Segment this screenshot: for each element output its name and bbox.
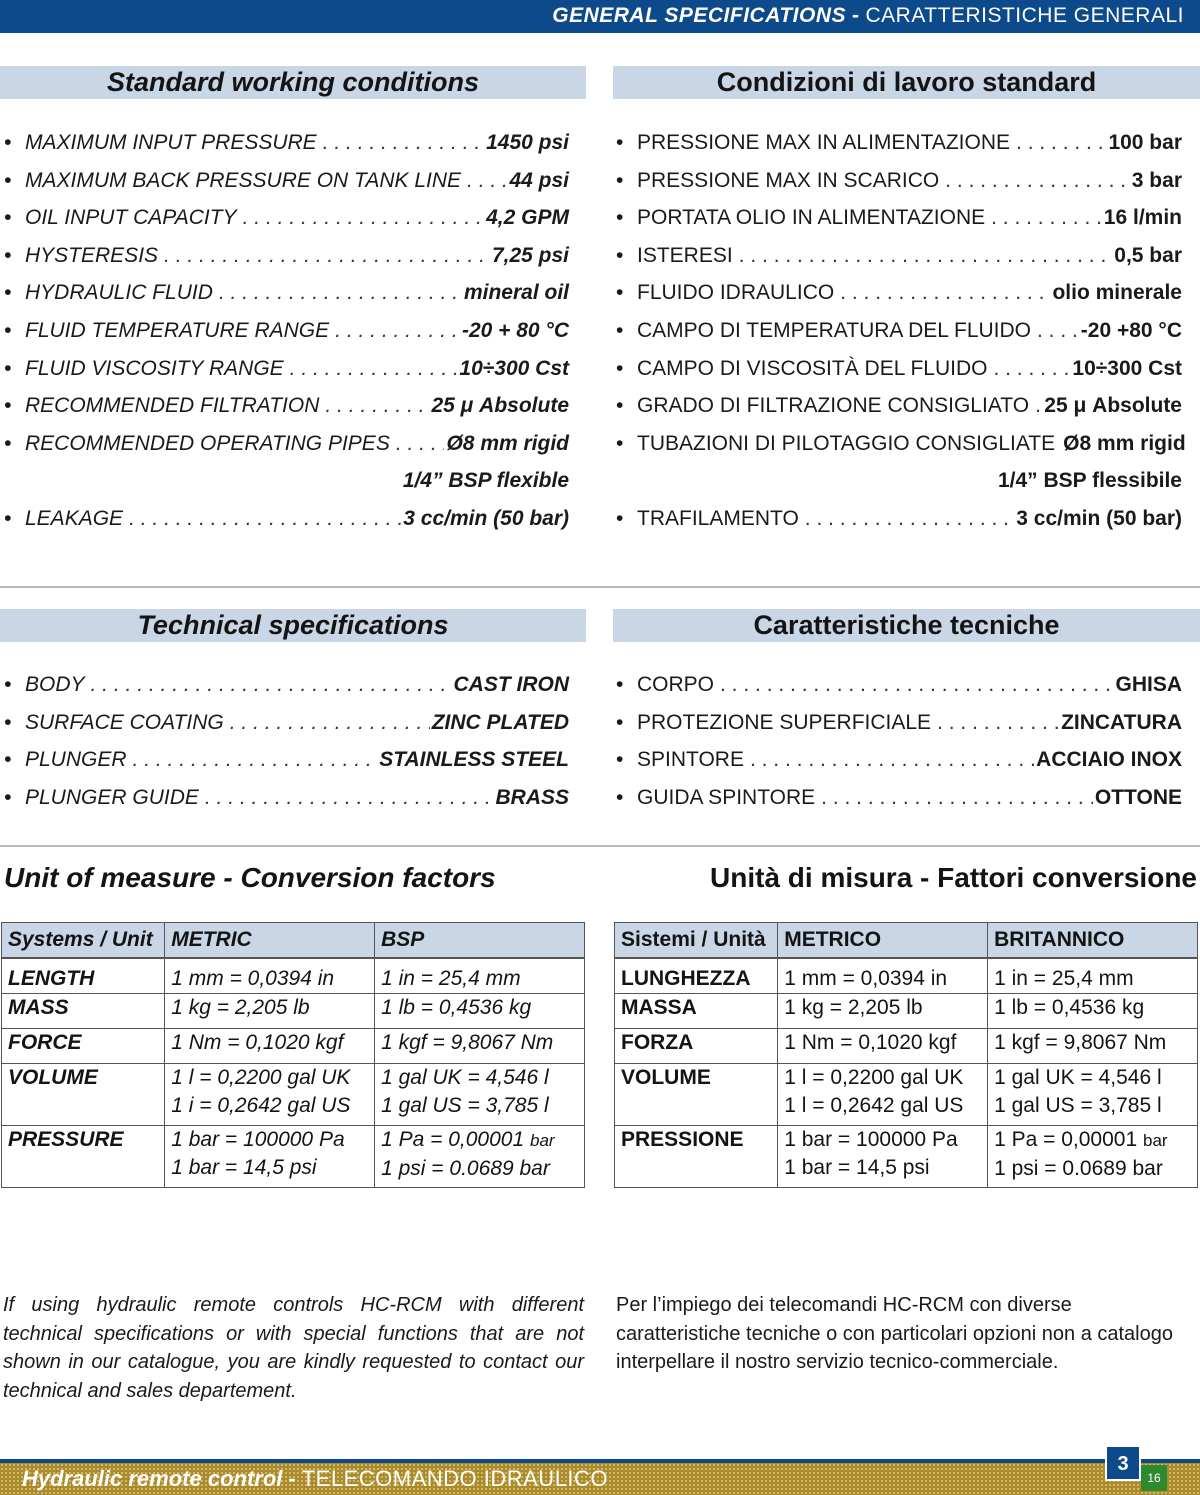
metric-line [171,1126,368,1154]
footer-title-it: TELECOMANDO IDRAULICO [301,1466,609,1491]
bsp-cell [988,1126,1198,1188]
spec-label: MAXIMUM INPUT PRESSURE [25,131,317,154]
metric-text: 1 i = 0,2642 gal US [171,1094,351,1117]
spec-row [614,462,1182,500]
metric-cell [778,994,988,1029]
spec-row [614,666,1182,704]
page-number: 16 [1141,1465,1167,1491]
table-row [615,994,1198,1029]
spec-row [614,274,1182,312]
spec-value: GHISA [1115,673,1182,696]
bsp-line [381,1126,578,1155]
spec-label: FLUID TEMPERATURE RANGE [25,318,330,342]
bsp-text: 1 gal UK = 4,546 l [381,1066,549,1089]
spec-row [2,199,569,237]
spec-row [614,124,1182,162]
header-title-en: GENERAL SPECIFICATIONS [552,4,846,27]
spec-label: CORPO [637,673,715,696]
metric-text: 1 bar = 100000 Pa [171,1128,345,1151]
dot-leader [317,124,484,162]
bsp-line [994,1126,1191,1155]
system-cell: MASS [2,994,165,1029]
technical-specs-list-it [614,666,1182,816]
bsp-text: 1 in = 25,4 mm [381,967,521,990]
bsp-text: 1 psi = 0.0689 bar [381,1157,550,1180]
dot-leader [1031,312,1079,350]
bullet-icon: • [616,673,624,696]
dot-leader [127,741,378,779]
system-cell: PRESSURE [2,1126,165,1188]
spec-value: 25 μ Absolute [431,394,569,418]
spec-label: CAMPO DI TEMPERATURA DEL FLUIDO [637,318,1032,342]
section-number-badge: 3 [1105,1445,1141,1481]
bsp-text: 1 lb = 0,4536 kg [994,996,1145,1019]
dot-leader [284,350,458,388]
bullet-icon: • [616,281,624,305]
bsp-cell [375,1064,585,1126]
dot-leader [1010,124,1106,162]
bsp-cell [375,958,585,994]
spec-row [2,124,569,162]
spec-label: CAMPO DI VISCOSITÀ DEL FLUIDO [637,356,988,380]
metric-cell [778,1126,988,1188]
spec-label: GRADO DI FILTRAZIONE CONSIGLIATO [637,394,1030,418]
conversion-table-en [1,922,585,1188]
footer-title [22,1466,608,1492]
bullet-icon: • [4,168,12,192]
working-conditions-heading-en: Standard working conditions [0,66,586,99]
table-header-cell: Sistemi / Unità [615,923,778,959]
spec-label: PROTEZIONE SUPERFICIALE [637,710,932,734]
dot-leader [987,350,1070,388]
spec-value: 0,5 bar [1114,243,1182,267]
spec-value: olio minerale [1052,281,1182,305]
dot-leader [319,387,429,425]
metric-line [784,994,981,1022]
system-cell: LUNGHEZZA [615,958,778,994]
spec-row [2,162,569,200]
header-separator: - [852,4,860,27]
bsp-line [381,994,578,1022]
spec-row [2,462,569,500]
bullet-icon: • [4,394,12,418]
bullet-icon: • [4,431,12,455]
bsp-cell [988,994,1198,1029]
table-row [2,994,585,1029]
metric-line [171,1064,368,1092]
bullet-icon: • [616,243,624,267]
system-cell: MASSA [615,994,778,1029]
bsp-text: 1 gal UK = 4,546 l [994,1066,1162,1089]
table-row [2,1126,585,1188]
table-header-row [2,923,585,959]
bsp-text: 1 kgf = 9,8067 Nm [381,1031,554,1054]
page-header-title [552,4,1184,28]
bullet-icon: • [616,206,624,230]
dot-leader [85,666,452,704]
bullet-icon: • [616,318,624,342]
metric-text: 1 mm = 0,0394 in [171,967,335,990]
metric-line [784,1029,981,1057]
table-header-cell: Systems / Unit [2,923,165,959]
spec-value: 7,25 psi [491,243,569,267]
system-cell: LENGTH [2,958,165,994]
bullet-icon: • [4,710,12,734]
spec-value: mineral oil [463,281,569,305]
bsp-line [381,1155,578,1183]
spec-value: 16 l/min [1103,206,1182,230]
bullet-icon: • [616,710,624,734]
spec-value: ZINC PLATED [431,710,569,734]
working-conditions-heading-it: Condizioni di lavoro standard [613,66,1200,99]
dot-leader [224,704,430,742]
footer-title-en: Hydraulic remote control [22,1466,283,1491]
bsp-line [994,965,1191,993]
spec-label: PLUNGER GUIDE [25,785,199,809]
bullet-icon: • [616,431,624,455]
dot-leader [390,425,445,463]
spec-label: HYDRAULIC FLUID [25,281,213,305]
spec-value: 10÷300 Cst [459,356,569,380]
dot-leader [123,500,401,538]
spec-value: Ø8 mm rigid [446,431,569,455]
conversion-title-it: Unità di misura - Fattori conversione [710,862,1197,893]
spec-label: HYSTERESIS [25,243,159,267]
metric-cell [165,1126,375,1188]
bullet-icon: • [4,506,12,530]
bsp-line [994,1064,1191,1092]
bullet-icon: • [616,394,624,418]
metric-text: 1 bar = 14,5 psi [171,1156,317,1179]
spec-label: TUBAZIONI DI PILOTAGGIO CONSIGLIATE [637,431,1056,455]
spec-label: FLUIDO IDRAULICO [637,281,835,305]
section-divider [0,845,1200,847]
spec-value: 3 cc/min (50 bar) [403,506,569,530]
spec-value: 100 bar [1108,131,1182,154]
spec-value: CAST IRON [453,673,569,696]
dot-leader [939,162,1130,200]
spec-value: 1/4” BSP flessibile [997,469,1182,493]
metric-text: 1 Nm = 0,1020 kgf [171,1031,344,1054]
metric-cell [165,994,375,1029]
spec-value: 44 psi [509,168,569,192]
technical-specs-heading-en: Technical specifications [0,609,586,642]
metric-line [784,1154,981,1182]
spec-label: OIL INPUT CAPACITY [25,206,237,230]
bullet-icon: • [4,281,12,305]
dot-leader [733,237,1113,275]
system-cell: VOLUME [615,1064,778,1126]
spec-row [2,274,569,312]
spec-label: PLUNGER [25,748,127,772]
bullet-icon: • [4,318,12,342]
spec-row [614,162,1182,200]
bullet-icon: • [4,748,12,772]
metric-cell [778,1029,988,1064]
spec-value: 1/4” BSP flexible [402,469,569,493]
system-cell: FORCE [2,1029,165,1064]
dot-leader [799,500,1014,538]
spec-value: 10÷300 Cst [1072,356,1182,380]
spec-row [2,312,569,350]
spec-label: MAXIMUM BACK PRESSURE ON TANK LINE [25,168,462,192]
spec-row [2,666,569,704]
metric-line [784,1064,981,1092]
bullet-icon: • [4,673,12,696]
spec-row [2,704,569,742]
bullet-icon: • [616,785,624,809]
bsp-line [381,965,578,993]
system-cell: PRESSIONE [615,1126,778,1188]
spec-row [614,425,1186,463]
dot-leader [213,274,462,312]
bullet-icon: • [616,748,624,772]
dot-leader [1029,387,1042,425]
dot-leader [158,237,490,275]
table-row [615,1126,1198,1188]
bullet-icon: • [616,356,624,380]
table-row [615,958,1198,994]
bsp-text: 1 kgf = 9,8067 Nm [994,1031,1167,1054]
metric-text: 1 l = 0,2642 gal US [784,1094,964,1117]
bsp-text: 1 psi = 0.0689 bar [994,1157,1163,1180]
spec-label: RECOMMENDED OPERATING PIPES [25,431,390,455]
spec-value: Ø8 mm rigid [1063,431,1186,455]
spec-value: OTTONE [1094,785,1182,809]
system-cell: FORZA [615,1029,778,1064]
spec-value: 25 μ Absolute [1044,394,1182,418]
unit-suffix: bar [1143,1131,1168,1150]
metric-text: 1 mm = 0,0394 in [784,967,948,990]
bsp-text: 1 gal US = 3,785 l [381,1094,549,1117]
dot-leader [744,741,1034,779]
spec-label: BODY [25,673,85,696]
spec-value: 3 bar [1131,168,1182,192]
metric-text: 1 kg = 2,205 lb [171,996,310,1019]
spec-row [614,237,1182,275]
metric-line [171,965,368,993]
spec-row [614,350,1182,388]
bsp-line [994,1029,1191,1057]
bullet-icon: • [4,206,12,230]
spec-row [614,199,1182,237]
spec-row [614,387,1182,425]
spec-value: BRASS [495,785,569,809]
working-conditions-list-en [2,124,569,538]
spec-label: PORTATA OLIO IN ALIMENTAZIONE [637,206,986,230]
spec-label: PRESSIONE MAX IN ALIMENTAZIONE [637,131,1011,154]
bsp-line [381,1064,578,1092]
bullet-icon: • [616,168,624,192]
metric-text: 1 l = 0,2200 gal UK [784,1066,964,1089]
dot-leader [237,199,485,237]
metric-cell [165,1064,375,1126]
metric-cell [778,1064,988,1126]
bsp-cell [988,1029,1198,1064]
metric-line [784,1126,981,1154]
table-header-cell: METRIC [165,923,375,959]
bullet-icon: • [4,131,12,154]
metric-text: 1 l = 0,2200 gal UK [171,1066,351,1089]
top-banner [0,0,1200,33]
spec-row [614,500,1182,538]
spec-label: ISTERESI [637,243,733,267]
note-en: If using hydraulic remote controls HC-RCM with different technical specifications or with special functions that are not shown in our catalogue, you are kindly requested to contact our technical and sales departement. [3,1294,584,1402]
bsp-text: 1 in = 25,4 mm [994,967,1134,990]
spec-row [2,425,569,463]
footer-band [0,1459,1200,1495]
dot-leader [329,312,460,350]
bsp-text: 1 Pa = 0,00001 [381,1128,530,1151]
metric-text: 1 Nm = 0,1020 kgf [784,1031,957,1054]
table-header-cell: METRICO [778,923,988,959]
bsp-cell [988,1064,1198,1126]
metric-text: 1 kg = 2,205 lb [784,996,923,1019]
metric-cell [165,958,375,994]
bullet-icon: • [4,785,12,809]
bsp-cell [375,1126,585,1188]
metric-line [171,994,368,1022]
system-cell: VOLUME [2,1064,165,1126]
working-conditions-list-it [614,124,1186,538]
table-header-cell: BRITANNICO [988,923,1198,959]
spec-value: -20 + 80 °C [461,318,569,342]
spec-label: GUIDA SPINTORE [637,785,816,809]
bsp-text: 1 gal US = 3,785 l [994,1094,1162,1117]
technical-specs-list-en [2,666,569,816]
bullet-icon: • [616,506,624,530]
spec-row [614,312,1182,350]
table-header-cell: BSP [375,923,585,959]
spec-row [614,741,1182,779]
metric-text: 1 bar = 100000 Pa [784,1128,958,1151]
metric-line [171,1029,368,1057]
spec-value: STAINLESS STEEL [379,748,569,772]
bsp-line [994,994,1191,1022]
dot-leader [815,779,1093,817]
metric-line [784,965,981,993]
metric-cell [778,958,988,994]
spec-label: SURFACE COATING [25,710,224,734]
spec-label: LEAKAGE [25,506,124,530]
spec-row [2,500,569,538]
bullet-icon: • [4,356,12,380]
dot-leader [199,779,494,817]
dot-leader [714,666,1113,704]
bsp-line [994,1092,1191,1120]
spec-row [2,237,569,275]
spec-row [2,387,569,425]
footer-separator: - [288,1466,296,1491]
dot-leader [461,162,507,200]
bsp-line [381,1029,578,1057]
note-it: Per l’impiego dei telecomandi HC-RCM con diverse caratteristiche tecniche o con particolari opzioni non a catalogo interpellare il nostro servizio tecnico-commerciale. [616,1294,1173,1373]
metric-text: 1 bar = 14,5 psi [784,1156,930,1179]
bsp-line [994,1155,1191,1183]
spec-row [2,350,569,388]
section-divider [0,586,1200,588]
table-row [2,1029,585,1064]
conversion-title-en: Unit of measure - Conversion factors [4,862,496,893]
bsp-line [381,1092,578,1120]
spec-label: PRESSIONE MAX IN SCARICO [637,168,940,192]
spec-label: FLUID VISCOSITY RANGE [25,356,284,380]
metric-line [171,1154,368,1182]
header-title-it: CARATTERISTICHE GENERALI [865,4,1184,27]
spec-value: ZINCATURA [1061,710,1182,734]
unit-suffix: bar [530,1131,555,1150]
technical-specs-heading-it: Caratteristiche tecniche [613,609,1200,642]
dot-leader [985,199,1102,237]
spec-row [614,704,1182,742]
spec-label: SPINTORE [637,748,744,772]
bullet-icon: • [616,131,624,154]
bullet-icon: • [4,243,12,267]
bsp-cell [988,958,1198,994]
dot-leader [834,274,1050,312]
conversion-table-it [614,922,1198,1188]
bsp-text: 1 lb = 0,4536 kg [381,996,532,1019]
spec-value: 1450 psi [486,131,569,154]
spec-row [2,779,569,817]
table-row [615,1064,1198,1126]
spec-value: 4,2 GPM [486,206,569,230]
spec-row [2,741,569,779]
spec-value: ACCIAIO INOX [1036,748,1182,772]
spec-label: TRAFILAMENTO [637,506,799,530]
spec-value: 3 cc/min (50 bar) [1016,506,1182,530]
table-row [2,958,585,994]
table-row [615,1029,1198,1064]
metric-line [784,1092,981,1120]
bsp-cell [375,994,585,1029]
spec-label: RECOMMENDED FILTRATION [25,394,320,418]
spec-value: -20 +80 °C [1080,318,1182,342]
metric-cell [165,1029,375,1064]
bsp-text: 1 Pa = 0,00001 [994,1128,1143,1151]
bsp-cell [375,1029,585,1064]
dot-leader [931,704,1059,742]
spec-row [614,779,1182,817]
table-row [2,1064,585,1126]
metric-line [171,1092,368,1120]
table-header-row [615,923,1198,959]
